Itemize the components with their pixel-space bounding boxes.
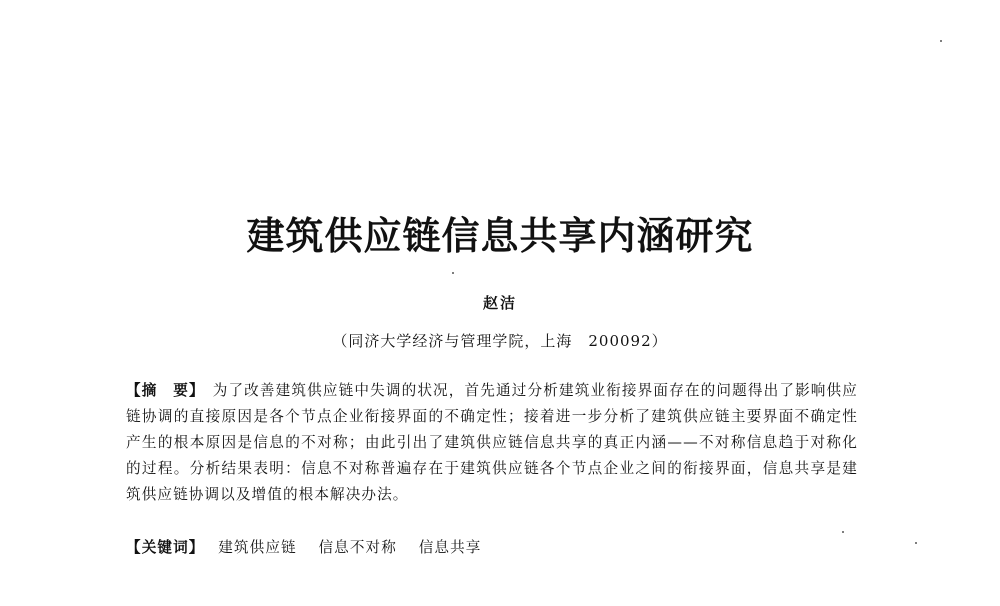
keyword-item: 建筑供应链 — [218, 539, 297, 556]
affiliation — [0, 331, 1000, 351]
keywords-label: 【关键词】 — [126, 539, 205, 556]
postal-code: 200092） — [588, 332, 668, 350]
abstract-text: 为了改善建筑供应链中失调的状况，首先通过分析建筑业衔接界面存在的问题得出了影响供应链协调的直接原因是各个节点企业衔接界面的不确定性；接着进一步分析了建筑供应链主要界面不确定性产生的根本原因是信息的不对称；由此引出了建筑供应链信息共享的真正内涵——不对称信息趋于对称化的过程。分析结果表明：信息不对称普遍存在于建筑供应链各个节点企业之间的衔接界面，信息共享是建筑供应链协调以及增值的根本解决办法。 — [126, 382, 858, 503]
abstract-label: 【摘 要】 — [126, 382, 205, 399]
scan-speck — [842, 531, 844, 533]
scan-speck — [452, 272, 454, 274]
author-name: 赵洁 — [482, 294, 517, 312]
keywords — [126, 535, 497, 561]
scan-speck — [940, 40, 942, 42]
affiliation-text: （同济大学经济与管理学院，上海 — [332, 332, 573, 350]
paper-title: 建筑供应链信息共享内涵研究 — [246, 214, 754, 258]
abstract — [126, 378, 858, 508]
scan-speck — [915, 542, 917, 544]
keyword-item: 信息不对称 — [318, 539, 397, 556]
keyword-item: 信息共享 — [418, 539, 482, 556]
